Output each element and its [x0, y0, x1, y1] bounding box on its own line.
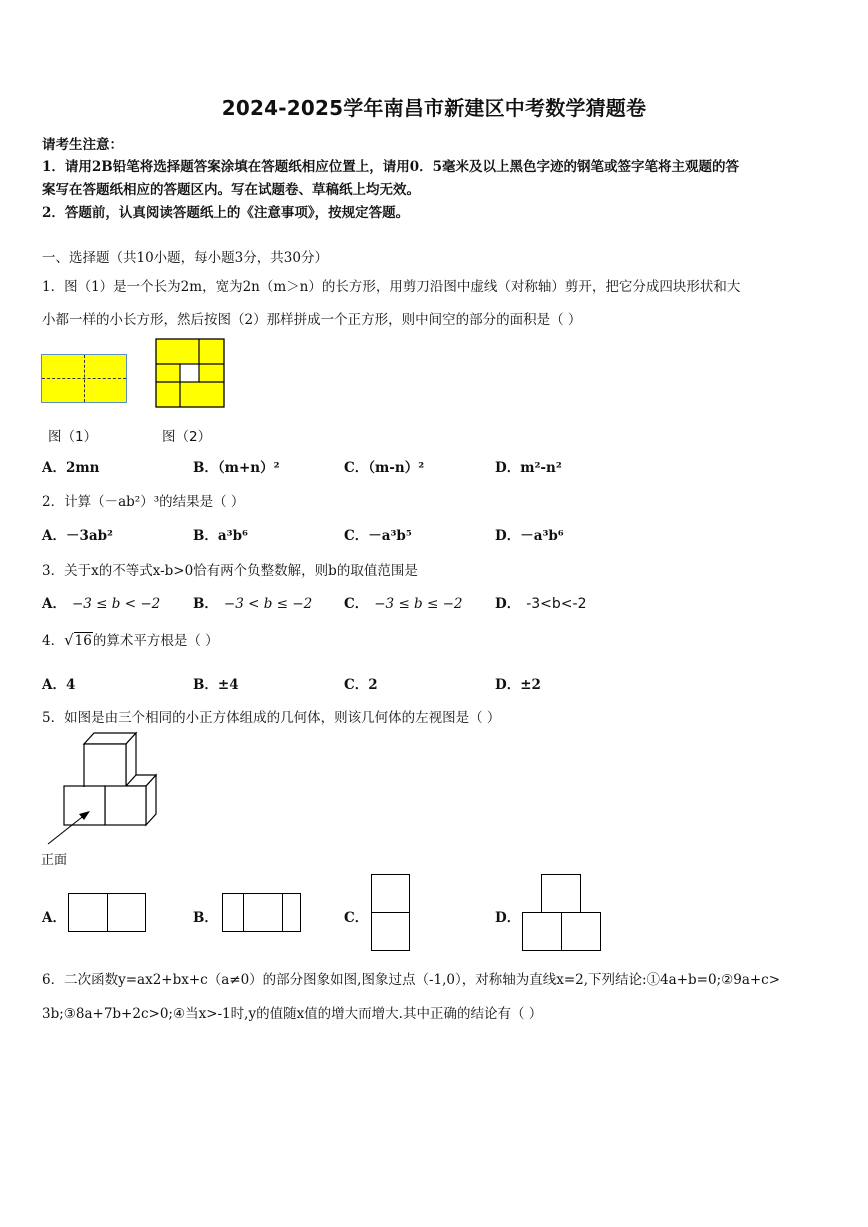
q4-stem-rest: 的算术平方根是（ ）	[92, 633, 219, 649]
q5-option-d-bottom-left-square[interactable]	[522, 912, 562, 951]
q5-option-d-bottom-right-square[interactable]	[561, 912, 601, 951]
q3-option-a-text: −3 ≤ b < −2	[71, 596, 161, 612]
q3-stem: 3．关于x的不等式x-b>0恰有两个负整数解，则b的取值范围是	[42, 563, 418, 579]
q4-option-b[interactable]: B．±4	[193, 677, 239, 693]
q1-option-d[interactable]: D．m²-n²	[495, 460, 562, 476]
q3-option-b-label: B．	[193, 596, 218, 612]
q5-option-b-divider-1	[243, 894, 244, 931]
q3-option-a[interactable]	[42, 592, 160, 612]
q5-option-a-label[interactable]: A．	[42, 910, 66, 926]
q3-option-d[interactable]	[495, 592, 586, 612]
q3-option-c-text: −3 ≤ b ≤ −2	[374, 596, 463, 612]
q5-option-a-left-square[interactable]	[68, 893, 108, 932]
q3-option-c-label: C．	[344, 596, 369, 612]
q3-option-b-text: −3 < b ≤ −2	[223, 596, 313, 612]
q2-option-d[interactable]: D．－a³b⁶	[495, 528, 564, 544]
section-heading: 一、选择题（共10小题，每小题3分，共30分）	[42, 250, 328, 266]
q1-figure-2-label: 图（2）	[162, 429, 212, 445]
notice-line-1b: 案写在答题纸相应的答题区内。写在试题卷、草稿纸上均无效。	[42, 182, 420, 198]
q1-figure-1-label: 图（1）	[48, 429, 98, 445]
q5-option-b-label[interactable]: B．	[193, 910, 218, 926]
q1-stem-line1: 1．图（1）是一个长为2m，宽为2n（m＞n）的长方形，用剪刀沿图中虚线（对称轴）剪开，把它分成四块形状和大	[42, 279, 741, 295]
q3-option-d-label: D．	[495, 596, 521, 612]
q6-stem-line1: 6．二次函数y=ax2+bx+c（a≠0）的部分图象如图,图象过点（-1,0），对称轴为直线x=2,下列结论:①4a+b=0;②9a+c>	[42, 972, 781, 988]
page-title: 2024-2025学年南昌市新建区中考数学猜题卷	[221, 96, 647, 120]
q3-option-c[interactable]	[344, 592, 462, 612]
q2-option-b[interactable]: B．a³b⁶	[193, 528, 248, 544]
q2-option-a[interactable]: A．－3ab²	[42, 528, 113, 544]
q2-option-c[interactable]: C．－a³b⁵	[344, 528, 412, 544]
q5-option-d-top-square[interactable]	[541, 874, 581, 913]
q4-number: 4．	[42, 633, 65, 649]
vertical-fold-line	[84, 355, 85, 402]
q5-option-d-label[interactable]: D．	[495, 910, 521, 926]
q1-option-b[interactable]: B．（m+n）²	[193, 460, 280, 476]
q4-option-c[interactable]: C．2	[344, 677, 378, 693]
q1-option-c[interactable]: C．（m-n）²	[344, 460, 425, 476]
notice-line-1a: 1．请用2B铅笔将选择题答案涂填在答题纸相应位置上，请用0．5毫米及以上黑色字迹的钢笔或签字笔将主观题的答	[42, 159, 739, 175]
q5-stem: 5．如图是由三个相同的小正方体组成的几何体，则该几何体的左视图是（ ）	[42, 710, 501, 726]
q5-option-c-label[interactable]: C．	[344, 910, 369, 926]
q5-solid-figure	[38, 728, 166, 850]
q4-option-a[interactable]: A．4	[42, 677, 76, 693]
q1-figure-2-square	[155, 338, 225, 408]
q3-option-a-label: A．	[42, 596, 66, 612]
q5-option-b-divider-2	[282, 894, 283, 931]
front-view-label: 正面	[41, 853, 68, 868]
q4-stem: 4．√16的算术平方根是（ ）	[42, 631, 219, 649]
q4-radicand: 16	[74, 633, 92, 649]
q3-option-d-text: -3<b<-2	[526, 596, 587, 612]
q2-stem: 2．计算（－ab²）³的结果是（ ）	[42, 494, 245, 510]
q3-option-b[interactable]	[193, 592, 312, 612]
q5-option-c-bottom-square[interactable]	[371, 912, 410, 951]
notice-heading: 请考生注意：	[42, 137, 123, 153]
q1-option-a[interactable]: A．2mn	[42, 460, 100, 476]
q5-option-c-top-square[interactable]	[371, 874, 410, 913]
q4-option-d[interactable]: D．±2	[495, 677, 541, 693]
q1-figure-1-rectangle	[41, 354, 127, 403]
notice-line-2: 2．答题前，认真阅读答题纸上的《注意事项》，按规定答题。	[42, 205, 410, 221]
q6-stem-line2: 3b;③8a+7b+2c>0;④当x>-1时,y的值随x值的增大而增大.其中正确的结论有（ ）	[42, 1006, 543, 1022]
q1-stem-line2: 小都一样的小长方形，然后按图（2）那样拼成一个正方形，则中间空的部分的面积是（ ）	[42, 312, 582, 328]
q5-option-b-figure[interactable]	[222, 893, 301, 932]
q5-option-a-right-square[interactable]	[107, 893, 146, 932]
